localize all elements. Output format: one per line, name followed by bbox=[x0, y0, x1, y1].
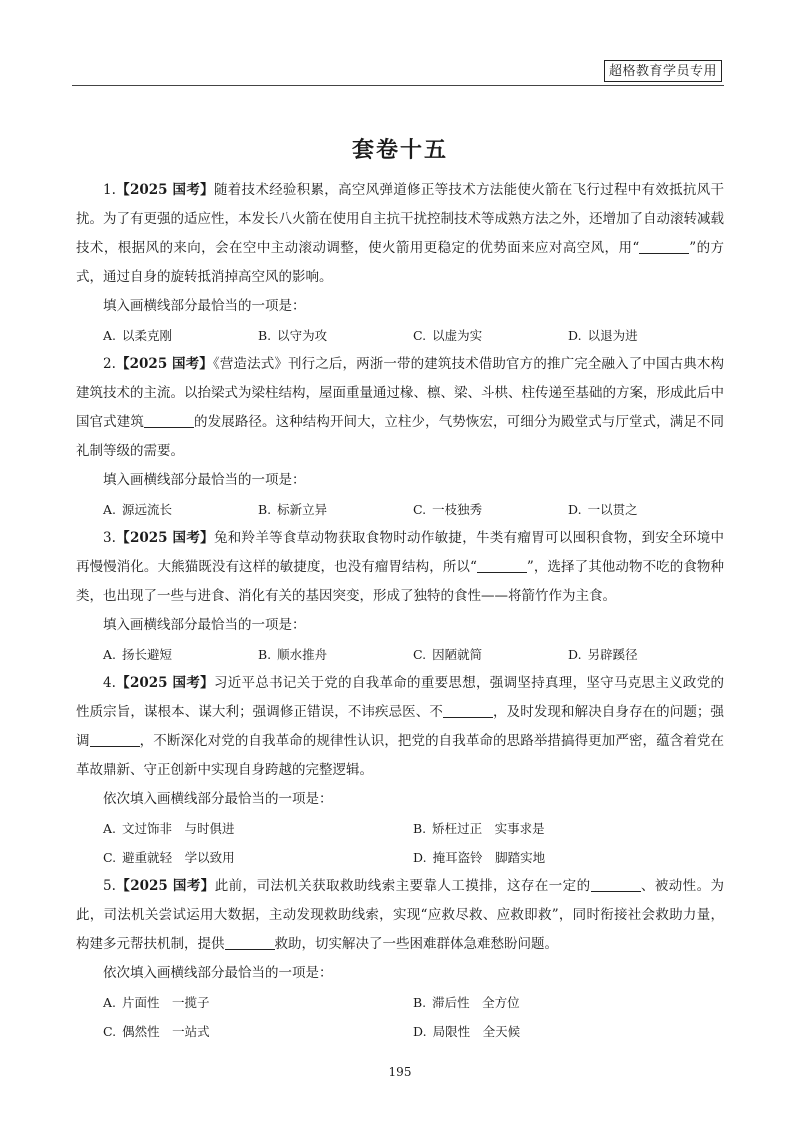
question-list bbox=[76, 176, 724, 1046]
option-text: 一以贯之 bbox=[587, 502, 638, 517]
option-c[interactable] bbox=[103, 1017, 413, 1046]
option-letter: C. bbox=[413, 502, 427, 517]
options bbox=[103, 640, 724, 669]
option-text: 矫枉过正 实事求是 bbox=[432, 821, 545, 836]
option-c[interactable] bbox=[103, 843, 413, 872]
option-a[interactable] bbox=[103, 814, 413, 843]
question-2 bbox=[76, 350, 724, 524]
option-text: 掩耳盗铃 脚踏实地 bbox=[432, 850, 546, 865]
option-text: 局限性 全天候 bbox=[432, 1024, 521, 1039]
option-text: 以虚为实 bbox=[432, 328, 483, 343]
stem-text: 《营造法式》刊行之后，两浙一带的建筑技术借助官方的推广完全融入了中国古典木构建筑技术的主流。以抬梁式为梁柱结构，屋面重量通过椽、檩、梁、斗栱、柱传递至基础的方案，形成此后中国官式建筑 bbox=[76, 356, 725, 430]
option-letter: D. bbox=[568, 502, 582, 517]
options bbox=[103, 814, 724, 872]
option-c[interactable] bbox=[413, 321, 568, 350]
option-text: 扬长避短 bbox=[122, 647, 173, 662]
option-letter: B. bbox=[258, 502, 272, 517]
stem-text: 随着技术经验积累，高空风弹道修正等技术方法能使火箭在飞行过程中有效抵抗风干扰。为了有更强的适应性，本发长八火箭在使用自主抗干扰控制技术等成熟方法之外，还增加了自动滚转减载技术，根据风的来向，会在空中主动滚动调整，使火箭用更稳定的优势面来应对高空风，用“ bbox=[76, 182, 725, 256]
option-letter: A. bbox=[103, 328, 117, 343]
question-4 bbox=[76, 669, 724, 872]
header-label: 超格教育学员专用 bbox=[604, 60, 722, 82]
option-a[interactable] bbox=[103, 640, 258, 669]
option-letter: C. bbox=[103, 850, 117, 865]
question-prompt: 填入画横线部分最恰当的一项是： bbox=[103, 617, 306, 633]
option-text: 文过饰非 与时俱进 bbox=[122, 821, 235, 836]
stem-text: ，及时发现和解决自身存在的问题；强调 bbox=[76, 704, 725, 749]
option-letter: C. bbox=[103, 1024, 117, 1039]
stem-text: ，不断深化对党的自我革命的规律性认识，把党的自我革命的思路举措搞得更加严密，蕴含着党在革故鼎新、守正创新中实现自身跨越的完整逻辑。 bbox=[76, 733, 725, 778]
question-1 bbox=[76, 176, 724, 350]
question-source: 【2025 国考】 bbox=[115, 530, 214, 546]
stem-text: 兔和羚羊等食草动物获取食物时动作敏捷，牛类有瘤胃可以囤积食物，到安全环境中再慢慢消化。大熊猫既没有这样的敏捷度，也没有瘤胃结构，所以“ bbox=[76, 530, 725, 575]
option-a[interactable] bbox=[103, 321, 258, 350]
question-prompt: 填入画横线部分最恰当的一项是： bbox=[103, 298, 306, 314]
stem-text: 救助，切实解决了一些困难群体急难愁盼问题。 bbox=[274, 936, 558, 952]
answer-blank bbox=[591, 877, 641, 892]
option-text: 以守为攻 bbox=[277, 328, 328, 343]
page-title: 套卷十五 bbox=[351, 137, 448, 163]
question-stem bbox=[76, 350, 724, 466]
option-text: 另辟蹊径 bbox=[587, 647, 638, 662]
answer-blank bbox=[90, 732, 140, 747]
option-text: 顺水推舟 bbox=[277, 647, 328, 662]
option-b[interactable] bbox=[413, 814, 723, 843]
option-letter: A. bbox=[103, 502, 117, 517]
option-letter: A. bbox=[103, 647, 117, 662]
option-text: 以退为进 bbox=[587, 328, 638, 343]
question-source: 【2025 国考】 bbox=[115, 182, 214, 198]
answer-blank bbox=[477, 558, 527, 573]
option-c[interactable] bbox=[413, 495, 568, 524]
option-d[interactable] bbox=[413, 1017, 723, 1046]
question-number: 1. bbox=[103, 182, 116, 198]
answer-blank bbox=[144, 413, 194, 428]
question-stem bbox=[76, 176, 724, 292]
question-stem bbox=[76, 872, 724, 959]
option-text: 避重就轻 学以致用 bbox=[122, 850, 235, 865]
option-a[interactable] bbox=[103, 495, 258, 524]
options bbox=[103, 321, 724, 350]
question-stem bbox=[76, 524, 724, 611]
option-letter: A. bbox=[103, 821, 117, 836]
option-letter: D. bbox=[568, 328, 582, 343]
option-text: 片面性 一揽子 bbox=[122, 995, 210, 1010]
question-number: 4. bbox=[103, 675, 116, 691]
option-d[interactable] bbox=[568, 321, 723, 350]
option-letter: D. bbox=[568, 647, 582, 662]
answer-blank bbox=[443, 703, 493, 718]
option-letter: A. bbox=[103, 995, 117, 1010]
option-text: 因陋就简 bbox=[432, 647, 483, 662]
stem-text: ”，选择了其他动物不吃的食物种类，也出现了一些与进食、消化有关的基因突变，形成了独特的食性——将箭竹作为主食。 bbox=[76, 559, 724, 604]
option-b[interactable] bbox=[413, 988, 723, 1017]
stem-text: 习近平总书记关于党的自我革命的重要思想，强调坚持真理，坚守马克思主义政党的性质宗旨，谋根本、谋大利；强调修正错误，不讳疾忌医、不 bbox=[76, 675, 725, 720]
option-b[interactable] bbox=[258, 640, 413, 669]
option-text: 一枝独秀 bbox=[432, 502, 483, 517]
option-text: 滞后性 全方位 bbox=[432, 995, 520, 1010]
question-prompt: 依次填入画横线部分最恰当的一项是： bbox=[103, 791, 333, 807]
option-letter: C. bbox=[413, 647, 427, 662]
option-letter: C. bbox=[413, 328, 427, 343]
question-source: 【2025 国考】 bbox=[115, 356, 213, 372]
question-number: 2. bbox=[103, 356, 116, 372]
question-stem bbox=[76, 669, 724, 785]
option-letter: B. bbox=[258, 647, 272, 662]
answer-blank bbox=[639, 239, 689, 254]
option-letter: B. bbox=[413, 995, 427, 1010]
options bbox=[103, 988, 724, 1046]
question-number: 3. bbox=[103, 530, 116, 546]
question-3 bbox=[76, 524, 724, 669]
option-text: 偶然性 一站式 bbox=[122, 1024, 210, 1039]
header-rule bbox=[72, 85, 724, 86]
answer-blank bbox=[225, 935, 275, 950]
question-source: 【2025 国考】 bbox=[115, 675, 214, 691]
stem-text: 的发展路径。这种结构开间大，立柱少，气势恢宏，可细分为殿堂式与厅堂式，满足不同礼制等级的需要。 bbox=[76, 414, 725, 459]
option-letter: B. bbox=[413, 821, 427, 836]
option-c[interactable] bbox=[413, 640, 568, 669]
option-text: 以柔克刚 bbox=[122, 328, 173, 343]
option-d[interactable] bbox=[413, 843, 723, 872]
stem-text: ”的方式，通过自身的旋转抵消掉高空风的影响。 bbox=[76, 240, 725, 285]
option-b[interactable] bbox=[258, 321, 413, 350]
question-prompt: 依次填入画横线部分最恰当的一项是： bbox=[103, 965, 333, 981]
option-a[interactable] bbox=[103, 988, 413, 1017]
question-number: 5. bbox=[103, 878, 116, 894]
options bbox=[103, 495, 724, 524]
option-letter: D. bbox=[413, 850, 427, 865]
question-prompt: 填入画横线部分最恰当的一项是： bbox=[103, 472, 306, 488]
question-source: 【2025 国考】 bbox=[115, 878, 215, 894]
stem-text: 此前，司法机关获取救助线索主要靠人工摸排，这存在一定的 bbox=[214, 878, 591, 894]
option-b[interactable] bbox=[258, 495, 413, 524]
question-5 bbox=[76, 872, 724, 1046]
page-number: 195 bbox=[388, 1065, 412, 1079]
stem-text: 、被动性。为此，司法机关尝试运用大数据，主动发现救助线索，实现“应救尽救、应救即救”，同时衔接社会救助力量，构建多元帮扶机制，提供 bbox=[76, 878, 725, 952]
option-text: 标新立异 bbox=[277, 502, 328, 517]
option-text: 源远流长 bbox=[122, 502, 173, 517]
option-letter: B. bbox=[258, 328, 272, 343]
option-d[interactable] bbox=[568, 495, 723, 524]
option-d[interactable] bbox=[568, 640, 723, 669]
option-letter: D. bbox=[413, 1024, 427, 1039]
